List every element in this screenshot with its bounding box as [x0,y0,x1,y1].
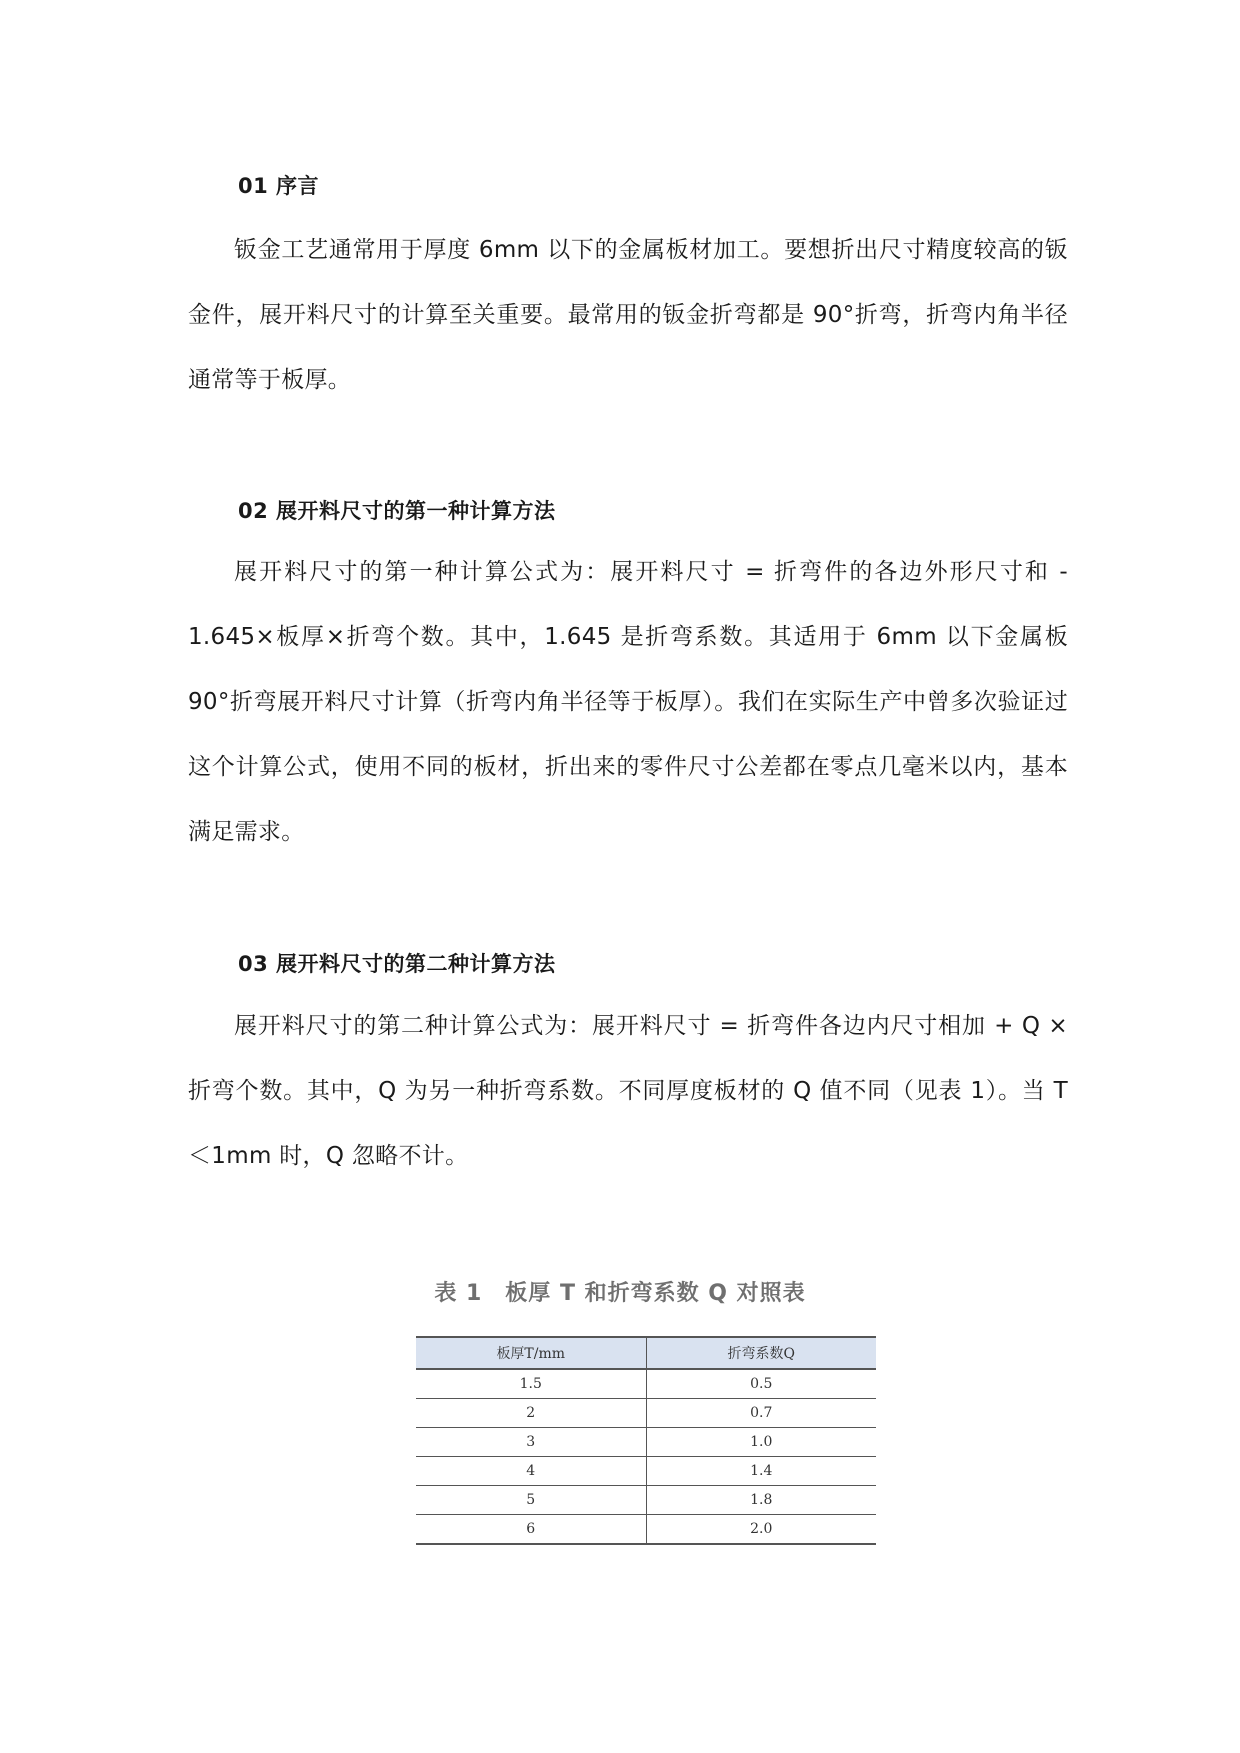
section-1-paragraph: 钣金工艺通常用于厚度 6mm 以下的金属板材加工。要想折出尺寸精度较高的钣金件，展开料尺寸的计算至关重要。最常用的钣金折弯都是 90°折弯，折弯内角半径通常等于板厚。 [188,237,1068,393]
table-row [416,1428,876,1457]
thickness-cell: 3 [416,1428,646,1457]
thickness-cell: 2 [416,1399,646,1428]
thickness-cell: 1.5 [416,1369,646,1399]
column-header-thickness: 板厚T/mm [416,1337,646,1369]
section-3-heading: 03 展开料尺寸的第二种计算方法 [238,952,556,976]
table-caption: 表 1 板厚 T 和折弯系数 Q 对照表 [434,1281,806,1306]
table-row [416,1399,876,1428]
coefficient-cell: 0.7 [646,1399,876,1428]
section-1-heading: 01 序言 [238,174,320,198]
thickness-cell: 5 [416,1486,646,1515]
section-3-paragraph: 展开料尺寸的第二种计算公式为：展开料尺寸 = 折弯件各边内尺寸相加 + Q ×折弯个数。其中，Q 为另一种折弯系数。不同厚度板材的 Q 值不同（见表 1）。当 T ＜1mm 时，Q 忽略不计。 [188,1013,1068,1169]
table-header-row [416,1337,876,1369]
table-row [416,1457,876,1486]
thickness-cell: 4 [416,1457,646,1486]
coefficient-cell: 0.5 [646,1369,876,1399]
column-header-coefficient: 折弯系数Q [646,1337,876,1369]
section-2-heading: 02 展开料尺寸的第一种计算方法 [238,499,556,523]
coefficient-cell: 2.0 [646,1515,876,1545]
coefficient-cell: 1.0 [646,1428,876,1457]
coefficient-cell: 1.4 [646,1457,876,1486]
table-row [416,1486,876,1515]
thickness-coefficient-table [416,1336,876,1545]
section-2-paragraph: 展开料尺寸的第一种计算公式为：展开料尺寸 = 折弯件的各边外形尺寸和 - 1.645×板厚×折弯个数。其中，1.645 是折弯系数。其适用于 6mm 以下金属板 90°折弯展开料尺寸计算（折弯内角半径等于板厚）。我们在实际生产中曾多次验证过这个计算公式，使用不同的板材，折出来的零件尺寸公差都在零点几毫米以内，基本满足需求。 [188,559,1068,845]
coefficient-cell: 1.8 [646,1486,876,1515]
table-row [416,1515,876,1545]
thickness-cell: 6 [416,1515,646,1545]
table-row [416,1369,876,1399]
